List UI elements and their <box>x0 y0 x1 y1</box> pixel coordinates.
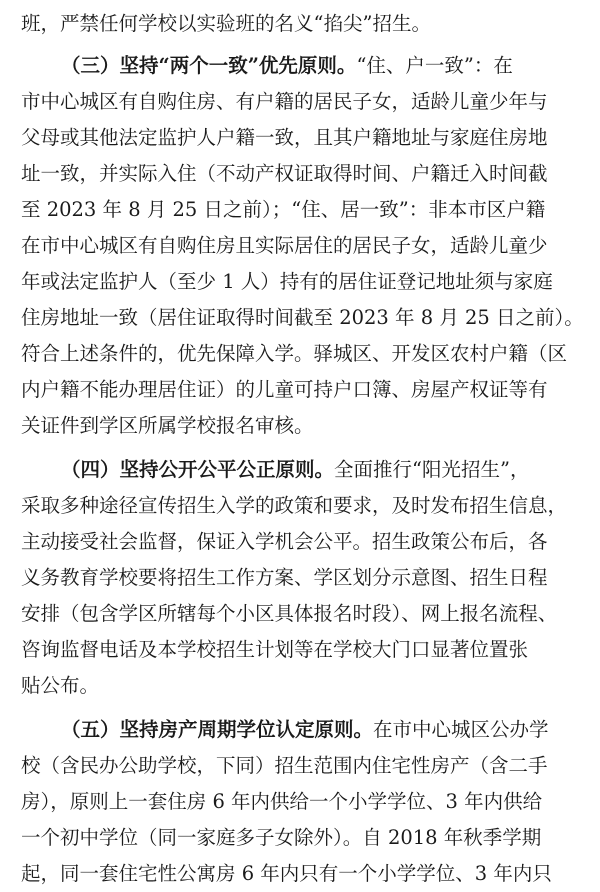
section-3-line-11: 关证件到学区所属学校报名审核。 <box>21 414 314 437</box>
section-5-heading: （五）坚持房产周期学位认定原则。 <box>61 718 374 741</box>
section-4-line-7: 贴公布。 <box>21 674 100 697</box>
section-3-line-4: 址一致，并实际入住（不动产权证取得时间、户籍迁入时间截 <box>21 162 548 185</box>
section-3-line-7: 年或法定监护人（至少 1 人）持有的居住证登记地址须与家庭 <box>21 270 553 293</box>
section-5-line-1-text: 在市中心城区公办学 <box>373 718 549 741</box>
section-3-line-9: 符合上述条件的，优先保障入学。驿城区、开发区农村户籍（区 <box>21 342 568 365</box>
section-3-line-3: 父母或其他法定监护人户籍一致，且其户籍地址与家庭住房地 <box>21 126 548 149</box>
section-4-first-line <box>21 452 580 488</box>
section-4-line-2: 采取多种途径宣传招生入学的政策和要求，及时发布招生信息， <box>21 494 568 517</box>
intro-line: 班，严禁任何学校以实验班的名义“掐尖”招生。 <box>21 12 431 35</box>
section-3-line-10: 内户籍不能办理居住证）的儿童可持户口簿、房屋产权证等有 <box>21 378 548 401</box>
section-5-first-line <box>21 712 580 748</box>
section-4-line-3: 主动接受社会监督，保证入学机会公平。招生政策公布后，各 <box>21 530 548 553</box>
section-4-line-5: 安排（包含学区所辖每个小区具体报名时段）、网上报名流程、 <box>21 602 558 625</box>
section-5-line-5: 起，同一套住宅性公寓房 6 年内只有一个小学学位、3 年内只 <box>21 862 552 885</box>
section-5-line-2: 校（含民办公助学校，下同）招生范围内住宅性房产（含二手 <box>21 754 548 777</box>
section-5-line-4: 一个初中学位（同一家庭多子女除外）。自 2018 年秋季学期 <box>21 826 542 849</box>
section-3-first-line <box>21 48 580 84</box>
section-3-heading: （三）坚持“两个一致”优先原则。 <box>61 54 357 77</box>
section-3-line-6: 在市中心城区有自购住房且实际居住的居民子女，适龄儿童少 <box>21 234 548 257</box>
section-3-line-8: 住房地址一致（居住证取得时间截至 2023 年 8 月 25 日之前）。 <box>21 306 584 329</box>
section-3-line-2: 市中心城区有自购住房、有户籍的居民子女，适龄儿童少年与 <box>21 90 548 113</box>
section-5-line-3: 房），原则上一套住房 6 年内供给一个小学学位、3 年内供给 <box>21 790 543 813</box>
section-3-line-1-text: “住、户一致”：在 <box>356 54 513 77</box>
section-4-heading: （四）坚持公开公平公正原则。 <box>61 458 335 481</box>
section-4-line-1-text: 全面推行“阳光招生”， <box>334 458 530 481</box>
section-4-line-4: 义务教育学校要将招生工作方案、学区划分示意图、招生日程 <box>21 566 548 589</box>
section-3-line-5: 至 2023 年 8 月 25 日之前）；“住、居一致”：非本市区户籍 <box>21 198 546 221</box>
section-4-line-6: 咨询监督电话及本学校招生计划等在学校大门口显著位置张 <box>21 638 529 661</box>
